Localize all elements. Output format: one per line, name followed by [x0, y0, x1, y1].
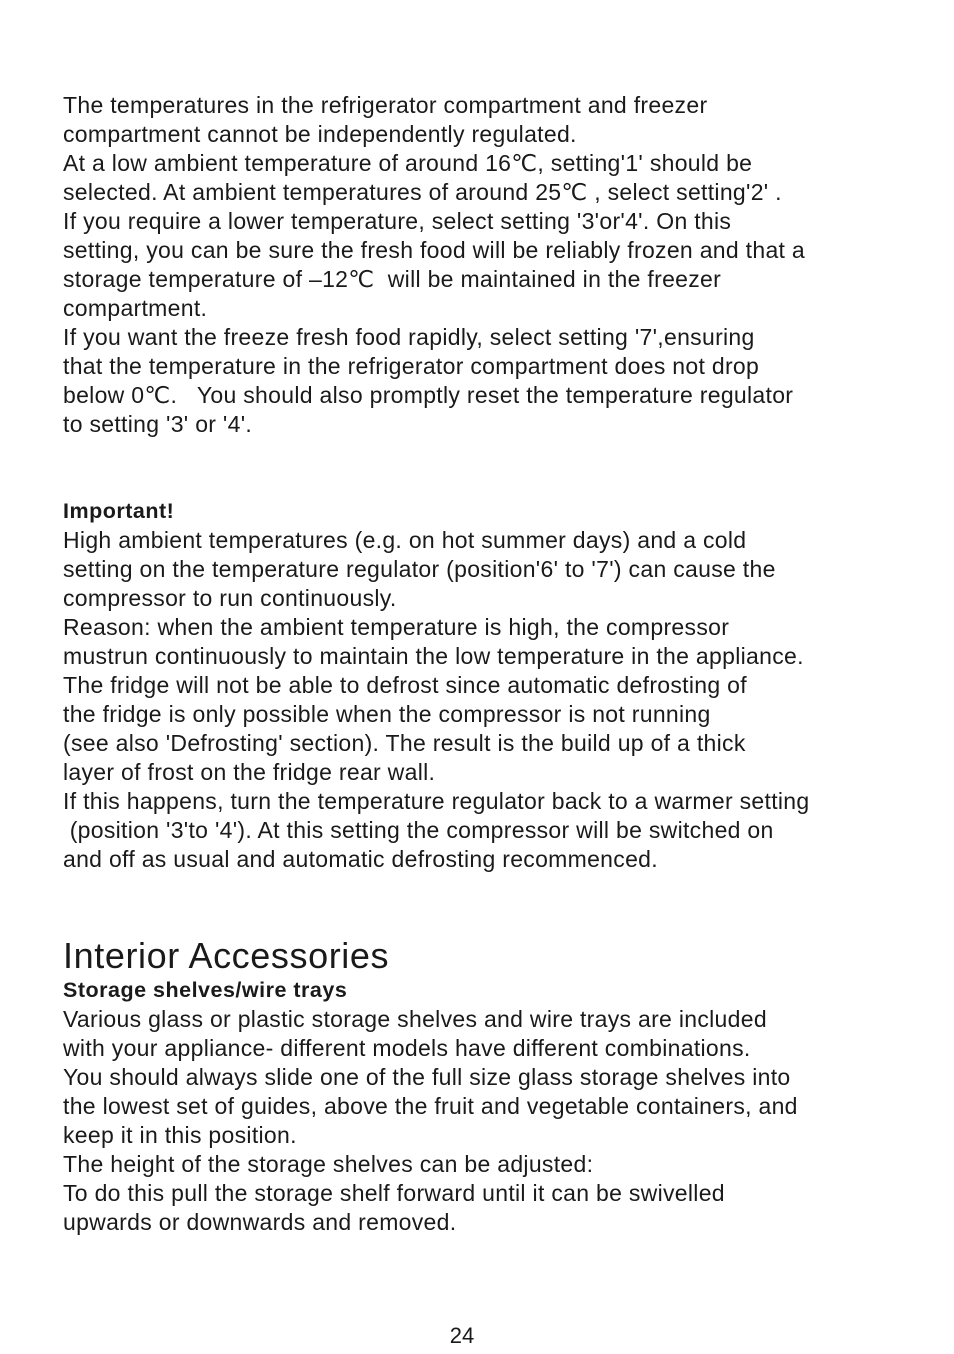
body-line: compartment cannot be independently regulated.: [63, 121, 577, 147]
body-line: selected. At ambient temperatures of around 25℃ , select setting'2' .: [63, 179, 782, 205]
important-heading: Important!: [63, 499, 175, 523]
body-line: (position '3'to '4'). At this setting the compressor will be switched on: [63, 817, 774, 843]
body-line: storage temperature of –12℃ will be maintained in the freezer: [63, 266, 722, 292]
body-line: mustrun continuously to maintain the low temperature in the appliance.: [63, 643, 804, 669]
page-content: [63, 91, 933, 1237]
body-line: If you want the freeze fresh food rapidly, select setting '7',ensuring: [63, 324, 755, 350]
body-line: The fridge will not be able to defrost since automatic defrosting of: [63, 672, 747, 698]
subsection-heading: Storage shelves/wire trays: [63, 978, 348, 1002]
body-line: setting on the temperature regulator (position'6' to '7') can cause the: [63, 556, 776, 582]
page-number: 24: [449, 1323, 475, 1348]
body-line: the lowest set of guides, above the fruit and vegetable containers, and: [63, 1093, 798, 1119]
body-line: setting, you can be sure the fresh food will be reliably frozen and that a: [63, 237, 806, 263]
body-line: keep it in this position.: [63, 1122, 297, 1148]
important-section: [63, 497, 933, 874]
body-line: compressor to run continuously.: [63, 585, 397, 611]
body-line: The height of the storage shelves can be adjusted:: [63, 1151, 594, 1177]
body-line: to setting '3' or '4'.: [63, 411, 253, 437]
body-line: If you require a lower temperature, select setting '3'or'4'. On this: [63, 208, 732, 234]
body-line: that the temperature in the refrigerator compartment does not drop: [63, 353, 760, 379]
body-line: compartment.: [63, 295, 208, 321]
body-line: with your appliance- different models have different combinations.: [63, 1035, 751, 1061]
section-title: Interior Accessories: [63, 935, 390, 976]
body-line: upwards or downwards and removed.: [63, 1209, 457, 1235]
body-line: (see also 'Defrosting' section). The result is the build up of a thick: [63, 730, 746, 756]
body-line: High ambient temperatures (e.g. on hot summer days) and a cold: [63, 527, 747, 553]
body-line: You should always slide one of the full size glass storage shelves into: [63, 1064, 791, 1090]
body-line: To do this pull the storage shelf forward until it can be swivelled: [63, 1180, 725, 1206]
body-line: Various glass or plastic storage shelves and wire trays are included: [63, 1006, 767, 1032]
body-line: the fridge is only possible when the compressor is not running: [63, 701, 711, 727]
body-line: The temperatures in the refrigerator compartment and freezer: [63, 92, 708, 118]
body-line: below 0℃. You should also promptly reset the temperature regulator: [63, 382, 794, 408]
body-line: and off as usual and automatic defrosting recommenced.: [63, 846, 658, 872]
body-line: If this happens, turn the temperature regulator back to a warmer setting: [63, 788, 810, 814]
body-line: At a low ambient temperature of around 16℃, setting'1' should be: [63, 150, 753, 176]
accessories-section: [63, 936, 933, 1237]
intro-section: [63, 91, 933, 439]
body-line: layer of frost on the fridge rear wall.: [63, 759, 436, 785]
body-line: Reason: when the ambient temperature is high, the compressor: [63, 614, 730, 640]
